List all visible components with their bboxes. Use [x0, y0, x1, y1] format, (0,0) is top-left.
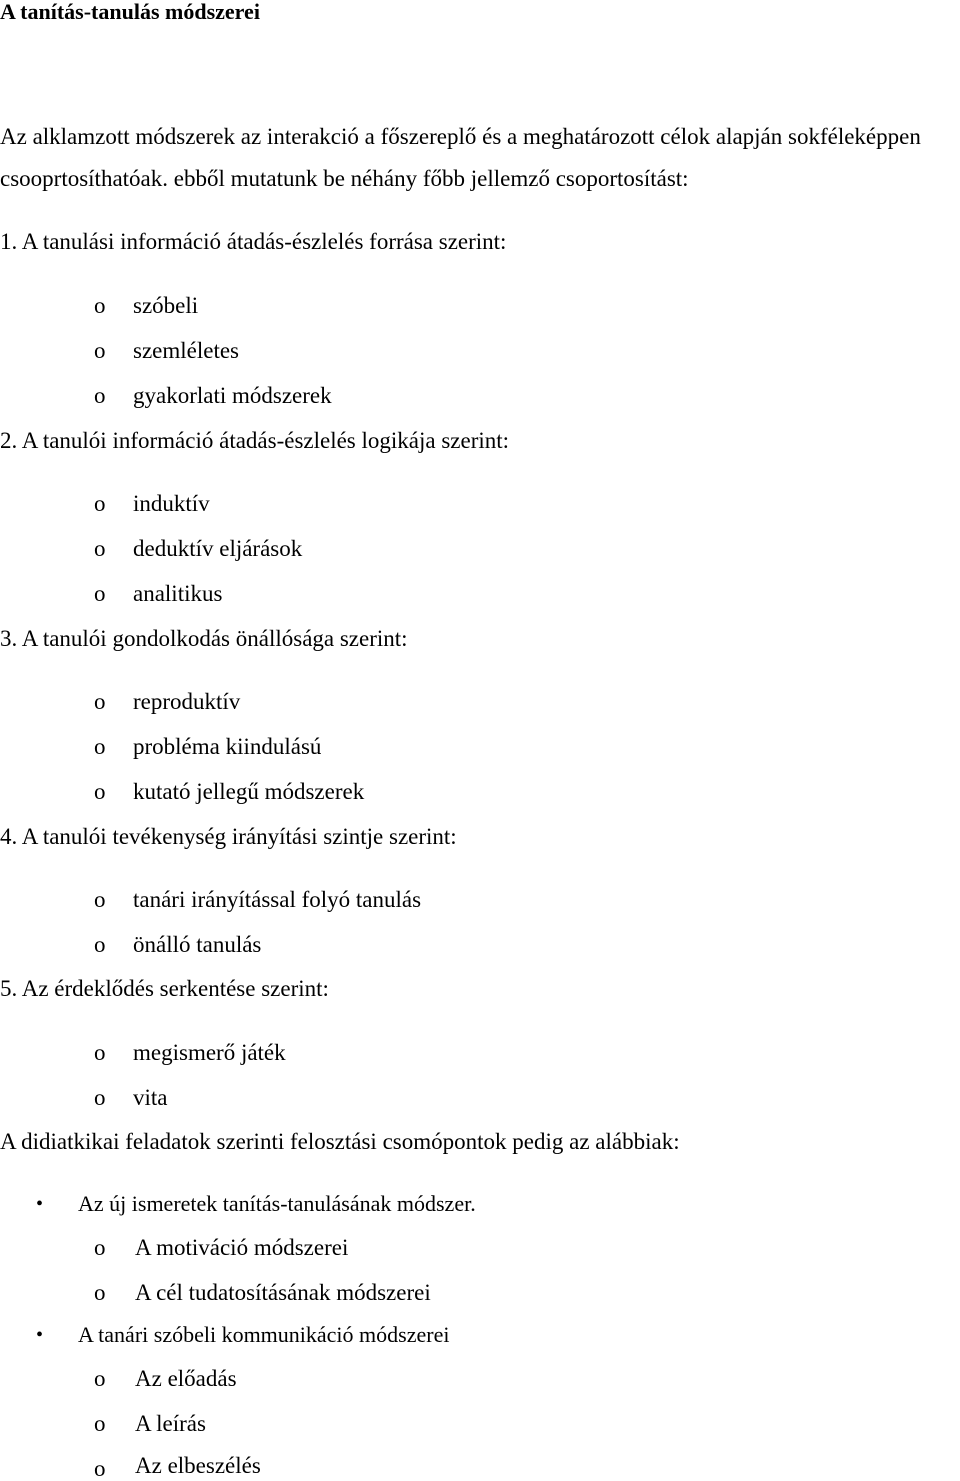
list-item: gyakorlati módszerek [133, 383, 332, 408]
list-marker: o [94, 1366, 106, 1391]
list-item: Az elbeszélés [135, 1453, 261, 1478]
list-item: probléma kiindulású [133, 734, 322, 759]
list-item: reproduktív [133, 689, 241, 714]
list-item: deduktív eljárások [133, 536, 303, 561]
list-marker: o [94, 1235, 106, 1260]
list-marker: o [94, 383, 106, 408]
intro-line-2: csooprtosíthatóak. ebből mutatunk be néhány főbb jellemző csoportosítást: [0, 166, 689, 191]
list-item: A motiváció módszerei [135, 1235, 349, 1260]
group-heading-4: 4. A tanulói tevékenység irányítási szintje szerint: [0, 824, 457, 849]
list-item: kutató jellegű módszerek [133, 779, 365, 804]
list-item: megismerő játék [133, 1040, 286, 1065]
list-marker: o [94, 581, 106, 606]
list-marker: o [94, 338, 106, 363]
list-marker: o [94, 689, 106, 714]
list-marker: o [94, 1085, 106, 1110]
page-title: A tanítás-tanulás módszerei [0, 0, 260, 24]
list-marker: o [94, 491, 106, 516]
list-item: szóbeli [133, 293, 199, 318]
list-marker: o [94, 1040, 106, 1065]
list-marker: o [94, 1411, 106, 1436]
bullet-label: Az új ismeretek tanítás-tanulásának módszer. [78, 1191, 476, 1216]
list-marker: o [94, 536, 106, 561]
list-marker: o [94, 1280, 106, 1305]
list-item: vita [133, 1085, 168, 1110]
intro-line-1: Az alklamzott módszerek az interakció a főszereplő és a meghatározott célok alapján sokféleképpen [0, 124, 921, 149]
list-marker: o [94, 887, 106, 912]
list-marker: o [94, 779, 106, 804]
list-item: analitikus [133, 581, 223, 606]
group-heading-2: 2. A tanulói információ átadás-észlelés logikája szerint: [0, 428, 510, 453]
list-item: A cél tudatosításának módszerei [135, 1280, 431, 1305]
group-heading-5: 5. Az érdeklődés serkentése szerint: [0, 976, 329, 1001]
group-heading-3: 3. A tanulói gondolkodás önállósága szerint: [0, 626, 408, 651]
list-item: induktív [133, 491, 210, 516]
list-marker: o [94, 932, 106, 957]
list-item: tanári irányítással folyó tanulás [133, 887, 422, 912]
list-marker: o [94, 293, 106, 318]
bullet-marker: • [36, 1193, 44, 1215]
list-marker: o [94, 734, 106, 759]
bullet-label: A tanári szóbeli kommunikáció módszerei [78, 1322, 450, 1347]
list-item: szemléletes [133, 338, 240, 363]
didactic-intro: A didiatkikai feladatok szerinti felosztási csomópontok pedig az alábbiak: [0, 1129, 680, 1154]
list-marker: o [94, 1456, 106, 1481]
group-heading-1: 1. A tanulási információ átadás-észlelés forrása szerint: [0, 229, 507, 254]
list-item: A leírás [135, 1411, 206, 1436]
list-item: önálló tanulás [133, 932, 262, 957]
bullet-marker: • [36, 1324, 44, 1346]
list-item: Az előadás [135, 1366, 237, 1391]
